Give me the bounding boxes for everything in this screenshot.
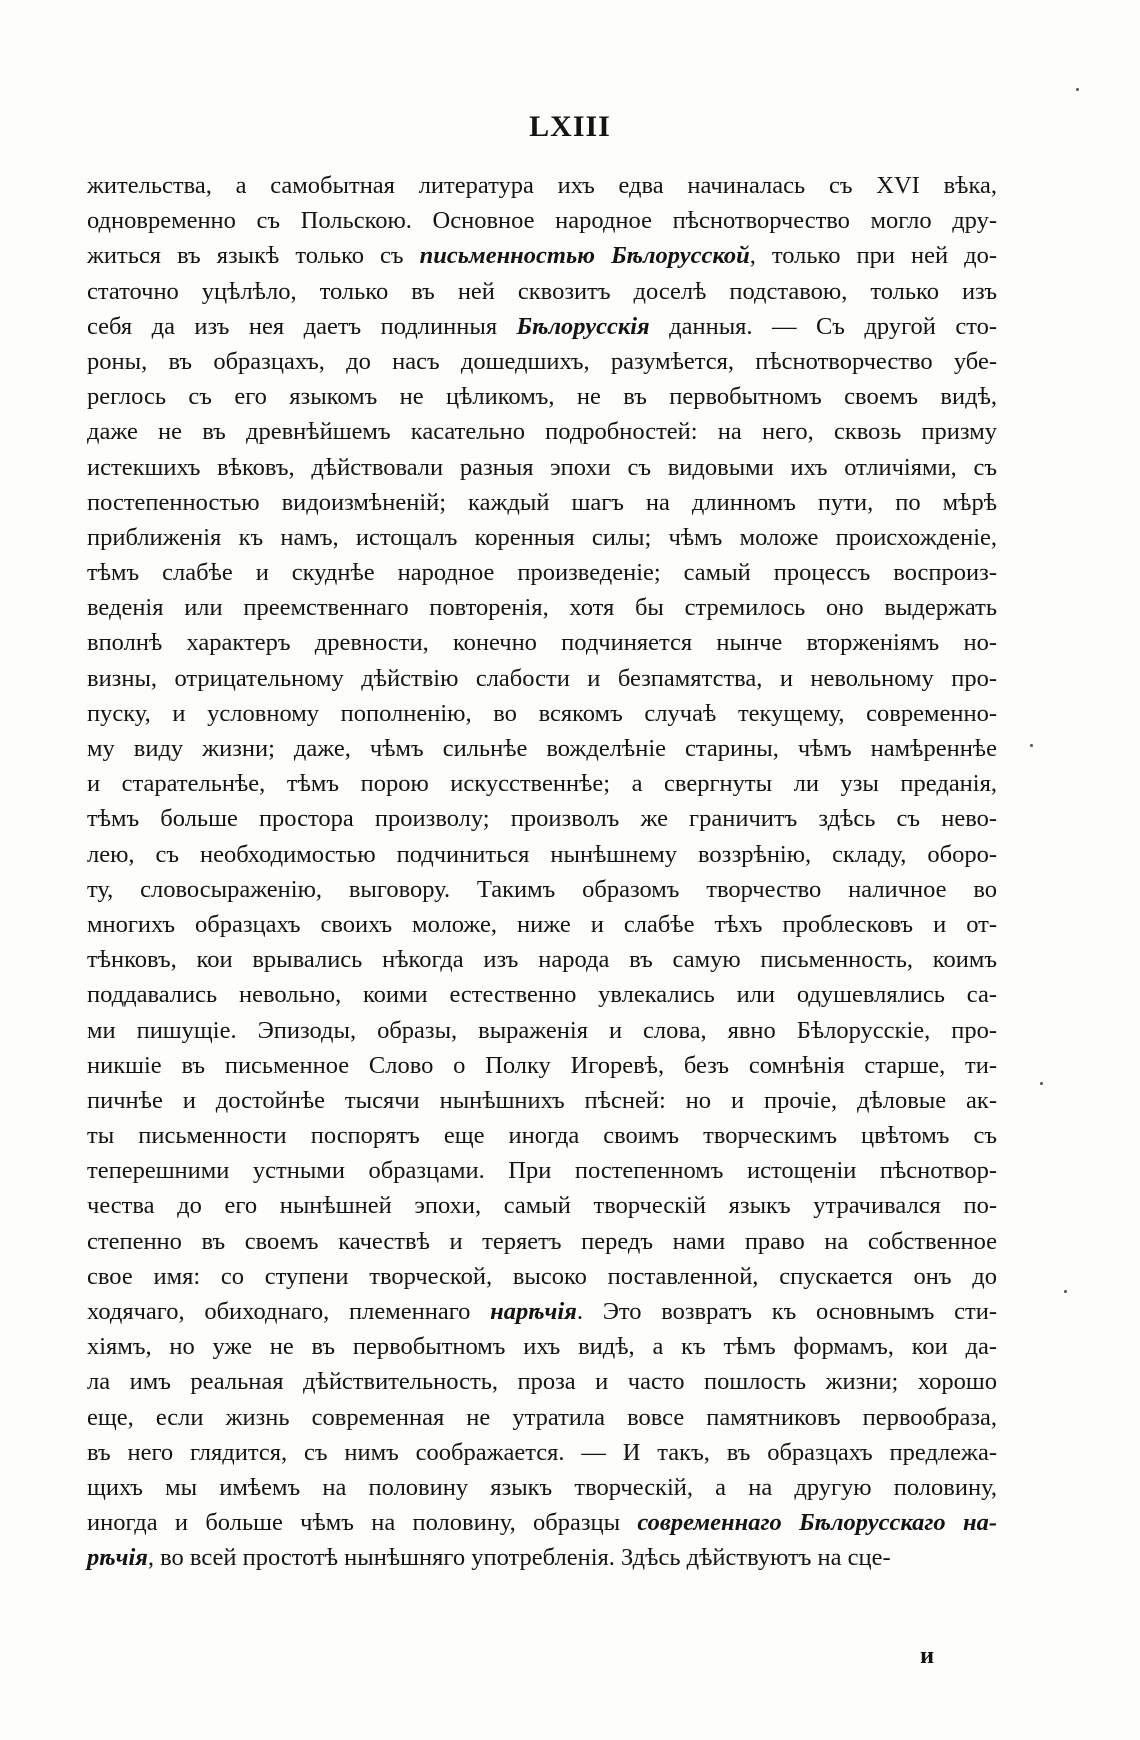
text-line: щихъ мы имѣемъ на половину языкъ творческій, а на другую половину,	[87, 1473, 997, 1501]
scan-speck	[1076, 88, 1079, 91]
text-line: одновременно съ Польскою. Основное народное пѣснотворчество могло дру-	[87, 207, 997, 235]
text-line: теперешними устными образцами. При постепенномъ истощеніи пѣснотвор-	[87, 1157, 997, 1185]
text-line: тѣнковъ, кои врывались нѣкогда изъ народа въ самую письменность, коимъ	[87, 946, 997, 974]
text-line: житься въ языкѣ только съ письменностью Бѣлорусской, только при ней до-	[87, 242, 997, 270]
text-line: вполнѣ характеръ древности, конечно подчиняется нынче вторженіямъ но-	[87, 629, 997, 657]
page-number: LXIII	[529, 110, 611, 143]
text-line: статочно уцѣлѣло, только въ ней сквозитъ доселѣ подставою, только изъ	[87, 277, 997, 305]
text-line: истекшихъ вѣковъ, дѣйствовали разныя эпохи съ видовыми ихъ отличіями, съ	[87, 453, 997, 481]
text-line: иногда и больше чѣмъ на половину, образцы современнаго Бѣлорусскаго на-	[87, 1509, 997, 1537]
text-line: чества до его нынѣшней эпохи, самый творческій языкъ утрачивался по-	[87, 1192, 997, 1220]
text-line: многихъ образцахъ своихъ моложе, ниже и слабѣе тѣхъ проблесковъ и от-	[87, 910, 997, 938]
text-line: еще, если жизнь современная не утратила вовсе памятниковъ первообраза,	[87, 1403, 997, 1431]
text-line: тѣмъ слабѣе и скуднѣе народное произведеніе; самый процессъ воспроиз-	[87, 559, 997, 587]
text-line: ми пишущіе. Эпизоды, образы, выраженія и слова, явно Бѣлорусскіе, про-	[87, 1016, 997, 1044]
text-line: пуску, и условному пополненію, во всякомъ случаѣ текущему, современно-	[87, 699, 997, 727]
text-line: приближенія къ намъ, истощалъ коренныя силы; чѣмъ моложе происхожденіе,	[87, 523, 997, 551]
text-line: ты письменности поспорятъ еще иногда своимъ творческимъ цвѣтомъ съ	[87, 1122, 997, 1150]
text-line: въ него глядится, съ нимъ соображается. — И такъ, въ образцахъ предлежа-	[87, 1438, 997, 1466]
text-line: себя да изъ нея даетъ подлинныя Бѣлорусскія данныя. — Съ другой сто-	[87, 312, 997, 340]
text-line: поддавались невольно, коими естественно увлекались или одушевлялись са-	[87, 981, 997, 1009]
text-line: ходячаго, обиходнаго, племеннаго нарѣчія. Это возвратъ къ основнымъ сти-	[87, 1298, 997, 1325]
text-line: лею, съ необходимостью подчиниться нынѣшнему воззрѣнію, складу, оборо-	[87, 840, 997, 868]
scan-speck	[1064, 1290, 1067, 1293]
text-line: ту, словосыраженію, выговору. Такимъ образомъ творчество наличное во	[87, 875, 997, 903]
text-line: никшіе въ письменное Слово о Полку Игоревѣ, безъ сомнѣнія старше, ти-	[87, 1051, 997, 1079]
scan-speck	[1040, 1082, 1043, 1085]
text-line: даже не въ древнѣйшемъ касательно подробностей: на него, сквозь призму	[87, 418, 997, 446]
text-line: роны, въ образцахъ, до насъ дошедшихъ, разумѣется, пѣснотворчество убе-	[87, 347, 997, 375]
text-line: хіямъ, но уже не въ первобытномъ ихъ видѣ, а къ тѣмъ формамъ, кои да-	[87, 1333, 997, 1361]
text-line: ла имъ реальная дѣйствительность, проза и часто пошлость жизни; хорошо	[87, 1368, 997, 1396]
text-line: рѣчія, во всей простотѣ нынѣшняго употребленія. Здѣсь дѣйствуютъ на сце-	[87, 1544, 891, 1572]
text-line: визны, отрицательному дѣйствію слабости и безпамятства, и невольному про-	[87, 664, 997, 692]
text-line: му виду жизни; даже, чѣмъ сильнѣе вожделѣніе старины, чѣмъ намѣреннѣе	[87, 735, 997, 762]
catchword: и	[920, 1642, 935, 1669]
text-line: степенно въ своемъ качествѣ и теряетъ передъ нами право на собственное	[87, 1227, 997, 1255]
text-line: и старательнѣе, тѣмъ порою искусственнѣе; а свергнуты ли узы преданія,	[87, 770, 997, 798]
text-line: веденія или преемственнаго повторенія, хотя бы стремилось оно выдержать	[87, 594, 997, 622]
scan-speck	[1030, 744, 1033, 747]
text-line: пичнѣе и достойнѣе тысячи нынѣшнихъ пѣсней: но и прочіе, дѣловые ак-	[87, 1086, 997, 1114]
text-line: жительства, а самобытная литература ихъ едва начиналась съ XVI вѣка,	[87, 172, 997, 199]
text-line: постепенностью видоизмѣненій; каждый шагъ на длинномъ пути, по мѣрѣ	[87, 488, 997, 516]
text-line: тѣмъ больше простора произволу; произволъ же граничитъ здѣсь съ нево-	[87, 805, 997, 833]
text-line: свое имя: со ступени творческой, высоко поставленной, спускается онъ до	[87, 1262, 997, 1290]
text-line: реглось съ его языкомъ не цѣликомъ, не въ первобытномъ своемъ видѣ,	[87, 383, 997, 411]
body-text	[87, 168, 997, 1576]
